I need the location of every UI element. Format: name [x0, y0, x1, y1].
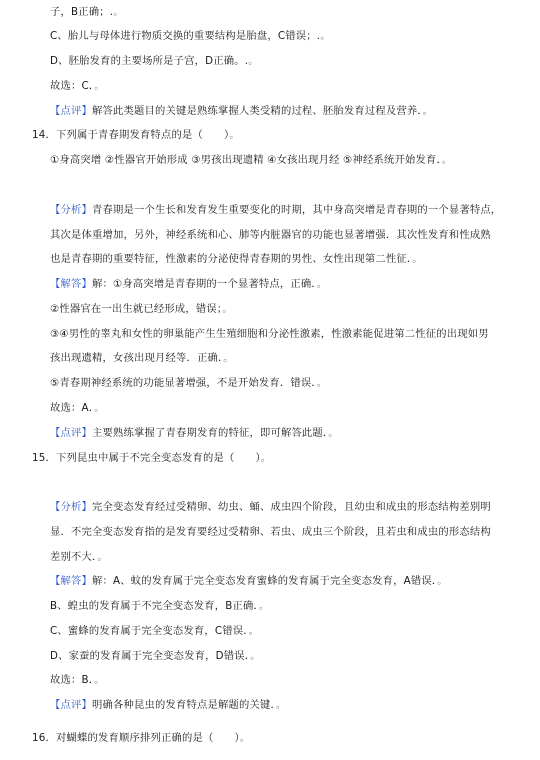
- text-run: C、胎儿与母体进行物质交换的重要结构是胎盘，C错误；.: [50, 30, 321, 42]
- text-run: C、蜜蜂的发育属于完全变态发育，C错误．: [50, 625, 249, 637]
- text-line-l18: [50, 426, 522, 440]
- text-run: 14．下列属于青春期发育特点的是（ ）: [32, 129, 230, 141]
- text-line-l5: [50, 104, 522, 118]
- text-run: 显．不完全变态发育指的是发育要经过受精卵、若虫、成虫三个阶段，且若虫和成虫的形态结构: [50, 526, 491, 538]
- text-run: 主要熟练掌握了青春期发育的特征，即可解答此题．: [92, 427, 329, 439]
- paragraph-mark: 。: [422, 105, 434, 117]
- text-line-l12: [50, 277, 522, 291]
- text-run: 解：A、蚊的发育属于完全变态发育蜜蜂的发育属于完全变态发育，A错误．: [92, 575, 438, 587]
- text-run: 明确各种昆虫的发育特点是解题的关键．: [92, 699, 276, 711]
- paragraph-mark: 。: [94, 402, 105, 414]
- text-run: 解答此类题目的关键是熟练掌握人类受精的过程、胚胎发育过程及营养．: [92, 105, 423, 117]
- text-line-l30: [32, 731, 522, 745]
- section-tag: 【点评】: [50, 699, 92, 711]
- text-run: ②性器官在一出生就已经形成，错误；: [50, 303, 223, 315]
- text-line-l24: [50, 574, 522, 588]
- paragraph-mark: 。: [94, 80, 105, 92]
- text-line-l2: [50, 29, 522, 43]
- text-line-l6: [32, 128, 522, 142]
- paragraph-mark: 。: [229, 129, 240, 141]
- text-line-l22: [50, 525, 522, 539]
- text-run: 故选：C．: [50, 80, 95, 92]
- text-line-l10: [50, 228, 522, 242]
- text-line-l13: [50, 302, 522, 316]
- text-line-l3: [50, 54, 522, 68]
- paragraph-mark: 。: [412, 253, 423, 265]
- text-line-l7: [50, 153, 522, 167]
- paragraph-mark: 。: [222, 303, 233, 315]
- text-run: 其次是体重增加，另外，神经系统和心、肺等内脏器官的功能也显著增强．其次性发育和性成熟: [50, 229, 491, 241]
- text-run: 也是青春期的重要特征，性激素的分泌使得青春期的男性、女性出现第二性征．: [50, 253, 413, 265]
- text-line-l11: [50, 252, 522, 266]
- paragraph-mark: 。: [437, 575, 448, 587]
- section-tag: 【分析】: [50, 501, 92, 513]
- text-line-l29: [50, 698, 522, 712]
- text-run: 故选：B．: [50, 674, 95, 686]
- text-run: B、蝗虫的发育属于不完全变态发育，B正确．: [50, 600, 259, 612]
- text-run: 15．下列昆虫中属于不完全变态发育的是（ ）: [32, 452, 261, 464]
- paragraph-mark: 。: [239, 732, 251, 744]
- paragraph-mark: 。: [316, 278, 328, 290]
- text-run: 16．对蝴蝶的发育顺序排列正确的是（ ）: [32, 732, 240, 744]
- section-tag: 【点评】: [50, 105, 92, 117]
- text-run: ③④男性的睾丸和女性的卵巢能产生生殖细胞和分泌性激素，性激素能促进第二性征的出现如男: [50, 328, 489, 340]
- paragraph-mark: 。: [113, 6, 124, 18]
- text-line-l28: [50, 673, 522, 687]
- paragraph-mark: 。: [248, 625, 260, 637]
- text-run: 故选：A．: [50, 402, 95, 414]
- section-tag: 【解答】: [50, 278, 92, 290]
- section-tag: 【解答】: [50, 575, 92, 587]
- text-run: 完全变态发育经过受精卵、幼虫、蛹、成虫四个阶段，且幼虫和成虫的形态结构差别明: [92, 501, 491, 513]
- text-line-l1: [50, 5, 522, 19]
- text-line-l17: [50, 401, 522, 415]
- text-line-l25: [50, 599, 522, 613]
- paragraph-mark: 。: [250, 650, 261, 662]
- paragraph-mark: 。: [275, 699, 287, 711]
- text-run: ⑤青春期神经系统的功能显著增强，不是开始发育．错误．: [50, 377, 317, 389]
- text-run: D、家蚕的发育属于完全变态发育，D错误．: [50, 650, 251, 662]
- text-line-l15: [50, 351, 522, 365]
- text-line-l4: [50, 79, 522, 93]
- paragraph-mark: 。: [94, 674, 105, 686]
- text-run: D、胚胎发育的主要场所是子宫，D正确。.: [50, 55, 249, 67]
- paragraph-mark: 。: [248, 55, 259, 67]
- paragraph-mark: 。: [320, 30, 331, 42]
- paragraph-mark: 。: [328, 427, 339, 439]
- text-run: 青春期是一个生长和发育发生重要变化的时期，其中身高突增是青春期的一个显著特点，: [92, 204, 502, 216]
- text-line-l14: [50, 327, 522, 341]
- paragraph-mark: 。: [316, 377, 328, 389]
- text-line-l19: [32, 451, 522, 465]
- text-run: 差别不大．: [50, 551, 98, 563]
- text-line-l16: [50, 376, 522, 390]
- text-run: ①身高突增 ②性器官开始形成 ③男孩出现遗精 ④女孩出现月经 ⑤神经系统开始发育．: [50, 154, 442, 166]
- text-line-l9: [50, 203, 522, 217]
- text-line-l26: [50, 624, 522, 638]
- paragraph-mark: 。: [97, 551, 108, 563]
- paragraph-mark: 。: [260, 452, 272, 464]
- text-line-l21: [50, 500, 522, 514]
- paragraph-mark: 。: [258, 600, 270, 612]
- text-line-l27: [50, 649, 522, 663]
- text-line-l23: [50, 550, 522, 564]
- section-tag: 【点评】: [50, 427, 92, 439]
- text-run: 子，B正确；.: [50, 6, 114, 18]
- section-tag: 【分析】: [50, 204, 92, 216]
- text-run: 孩出现遗精，女孩出现月经等．正确．: [50, 352, 224, 364]
- paragraph-mark: 。: [441, 154, 453, 166]
- text-run: 解：①身高突增是青春期的一个显著特点，正确．: [92, 278, 317, 290]
- paragraph-mark: 。: [223, 352, 234, 364]
